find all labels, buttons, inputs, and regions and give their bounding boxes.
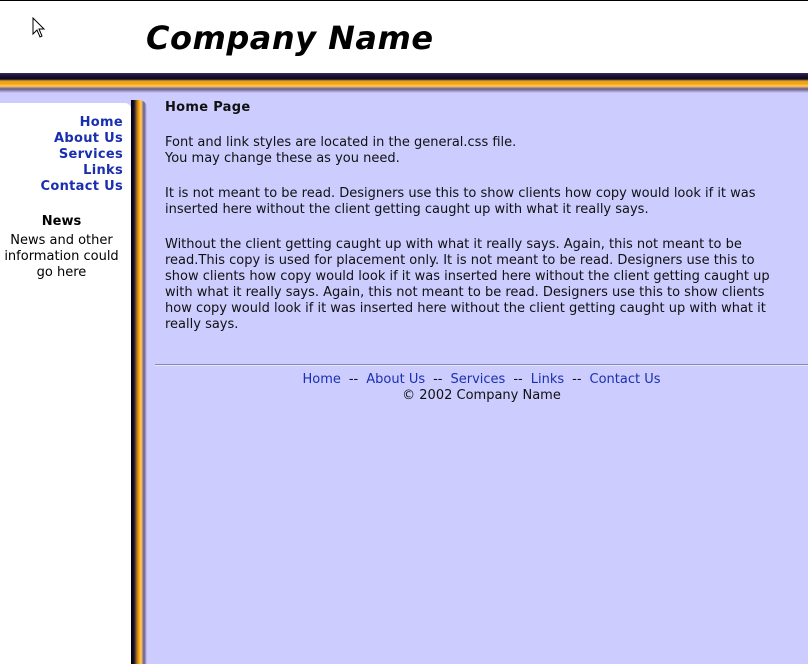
news-line: information could	[4, 249, 119, 264]
news-line: News and other	[10, 233, 113, 248]
paragraph-line: inserted here without the client getting caught up with what it really says.	[165, 202, 649, 217]
sidebar-nav	[41, 115, 123, 195]
sidebar-stripe	[131, 100, 147, 664]
paragraph-line: how copy would look if it was inserted here without the client getting caught up with what it	[165, 301, 766, 316]
footer-link-links[interactable]: Links	[530, 372, 565, 387]
company-logo: Company Name	[146, 19, 434, 57]
paragraph-line: really says.	[165, 317, 239, 332]
footer-link-home[interactable]: Home	[302, 372, 341, 387]
sidebar-link-links[interactable]: Links	[83, 163, 123, 178]
mouse-pointer-icon	[32, 17, 46, 39]
paragraph-line: read.This copy is used for placement only. It is not meant to be read. Designers use this to	[165, 253, 755, 268]
body-paragraph	[165, 237, 795, 333]
footer-link-services[interactable]: Services	[450, 372, 506, 387]
paragraph-line: Font and link styles are located in the general.css file.	[165, 135, 517, 150]
main-content	[165, 100, 795, 332]
sidebar-link-services[interactable]: Services	[58, 147, 123, 162]
paragraph-line: You may change these as you need.	[165, 151, 400, 166]
sidebar	[0, 103, 131, 664]
footer-separator: --	[513, 372, 523, 387]
sidebar-link-about-us[interactable]: About Us	[54, 131, 123, 146]
footer-separator: --	[572, 372, 582, 387]
intro-paragraph	[165, 135, 795, 167]
footer-divider	[155, 364, 808, 366]
news-text	[0, 233, 123, 281]
paragraph-line: show clients how copy would look if it was inserted here without the client getting caught up	[165, 269, 770, 284]
footer-separator: --	[433, 372, 443, 387]
footer-separator: --	[348, 372, 359, 387]
footer-nav	[155, 372, 808, 388]
page-title: Home Page	[165, 100, 251, 115]
paragraph-line: Without the client getting caught up with what it really says. Again, this not meant to be	[165, 237, 742, 252]
header-stripe	[0, 73, 808, 93]
footer-link-contact-us[interactable]: Contact Us	[589, 372, 661, 387]
paragraph-line: It is not meant to be read. Designers use this to show clients how copy would look if it was	[165, 186, 756, 201]
copyright-notice: © 2002 Company Name	[402, 388, 561, 403]
body-paragraph	[165, 186, 795, 218]
news-line: go here	[36, 265, 87, 280]
header	[0, 1, 808, 73]
paragraph-line: with what it really says. Again, this not meant to be read. Designers use this to show clients	[165, 285, 765, 300]
sidebar-link-contact-us[interactable]: Contact Us	[40, 179, 123, 194]
news-heading: News	[41, 214, 82, 229]
footer-link-about-us[interactable]: About Us	[366, 372, 426, 387]
sidebar-link-home[interactable]: Home	[79, 115, 123, 130]
